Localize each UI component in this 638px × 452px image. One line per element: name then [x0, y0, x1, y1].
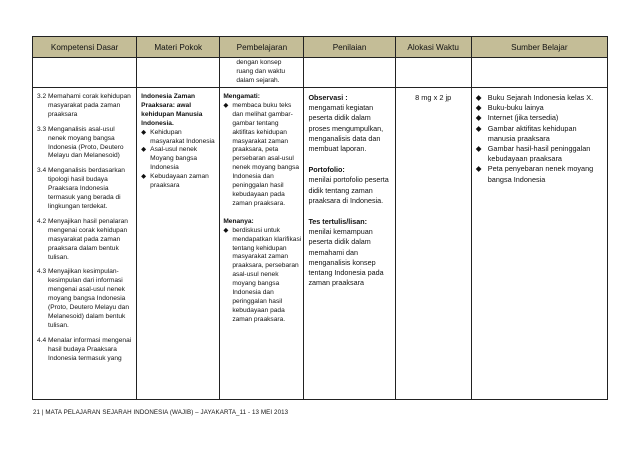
kompetensi-text: Menyajikan kesimpulan-kesimpulan dari informasi mengenai asal-usul nenek moyang bangsa Indonesia (Proto, Deutero Melayu dan Melanesoid) dalam bentuk tulisan.	[48, 268, 129, 329]
continuation-cell	[220, 58, 304, 88]
portofolio-text: menilai portofolio peserta didik tentang zaman praaksara di Indonesia.	[308, 175, 389, 205]
kompetensi-text: Menalar informasi mengenai hasil budaya Praaksara Indonesia termasuk yang	[48, 336, 132, 362]
continuation-line: dalam sejarah.	[236, 76, 280, 84]
sumber-item-text: Gambar hasil-hasil peninggalan kebudayaan praaksara	[487, 144, 591, 164]
sumber-item-text: Internet (jika tersedia)	[487, 113, 559, 123]
sumber-item	[476, 144, 605, 164]
kompetensi-text: Menganalisis berdasarkan tipologi hasil budaya Praaksara Indonesia termasuk yang berada di lingkungan terdekat.	[48, 167, 125, 210]
materi-list	[141, 129, 217, 191]
continuation-line: ruang dan waktu	[236, 67, 286, 75]
sumber-item	[476, 124, 605, 144]
cell-empty	[33, 58, 137, 88]
materi-item	[141, 173, 217, 191]
header-row	[33, 37, 608, 58]
kompetensi-number: 3.3	[37, 125, 47, 133]
header-materi-pokok: Materi Pokok	[137, 37, 220, 58]
observasi-text: mengamati kegiatan peserta didik dalam proses mengumpulkan, menganalisis data dan membuat laporan.	[308, 103, 384, 154]
bullet-icon: ◆	[223, 226, 229, 234]
bullet-icon: ◆	[475, 93, 482, 102]
syllabus-table	[32, 36, 608, 400]
kompetensi-item	[37, 337, 134, 364]
mengamati-item	[223, 102, 301, 209]
sumber-belajar-cell	[471, 88, 607, 400]
penilaian-cell	[304, 88, 395, 400]
sumber-item	[476, 113, 605, 123]
kompetensi-item	[37, 126, 134, 162]
content-row	[33, 88, 608, 400]
kompetensi-item	[37, 93, 134, 120]
bullet-icon: ◆	[223, 101, 229, 109]
materi-item-text: Kehidupan masyarakat Indonesia	[150, 128, 215, 145]
menanya-label: Menanya:	[223, 217, 254, 225]
kompetensi-number: 3.4	[37, 167, 47, 175]
menanya-list	[223, 227, 301, 325]
sumber-item-text: Buku-buku lainya	[487, 103, 544, 113]
sumber-item-text: Gambar aktifitas kehidupan manusia praaksara	[487, 123, 577, 143]
mengamati-list	[223, 102, 301, 209]
header-kompetensi-dasar: Kompetensi Dasar	[33, 37, 137, 58]
sumber-item-text: Buku Sejarah Indonesia kelas X.	[487, 93, 594, 102]
kompetensi-item	[37, 167, 134, 212]
continuation-row	[33, 58, 608, 88]
cell-empty	[137, 58, 220, 88]
bullet-icon: ◆	[475, 144, 482, 154]
header-alokasi-waktu: Alokasi Waktu	[395, 37, 471, 58]
kompetensi-text: Menganalisis asal-usul nenek moyang bangsa Indonesia (Proto, Deutero Melayu dan Melanesoid)	[48, 125, 124, 160]
bullet-icon: ◆	[475, 164, 482, 174]
kompetensi-number: 4.2	[37, 217, 47, 225]
materi-item	[141, 129, 217, 147]
kompetensi-text: Menyajikan hasil penalaran mengenai corak kehidupan masyarakat pada zaman praaksara dalam bentuk tulisan.	[48, 217, 128, 261]
bullet-icon: ◆	[475, 123, 482, 133]
continuation-line: dengan konsep	[236, 59, 282, 66]
materi-item-text: Kebudayaan zaman praaksara	[150, 173, 209, 190]
header-penilaian: Penilaian	[304, 37, 395, 58]
sumber-item	[476, 103, 605, 113]
materi-item-text: Asal-usul nenek Moyang bangsa Indonesia	[150, 146, 198, 172]
cell-empty	[304, 58, 395, 88]
mengamati-item-text: membaca buku teks dan melihat gambar-gambar tentang aktifitas kehidupan masyarakat zaman praaksara, peta persebaran asal-usul nenek moyang bangsa Indonesia dan peninggalan hasil kebudayaan pada zaman praaksara.	[232, 101, 300, 207]
alokasi-waktu-value: 8 mg x 2 jp	[415, 93, 452, 102]
pembelajaran-cell	[220, 88, 304, 400]
observasi-label: Observasi :	[308, 93, 348, 102]
portofolio-label: Portofolio:	[308, 165, 345, 175]
materi-title: Indonesia Zaman Praaksara: awal kehidupan Manusia Indonesia.	[141, 93, 203, 127]
menanya-item	[223, 227, 301, 325]
bullet-icon: ◆	[141, 128, 147, 136]
materi-pokok-cell	[137, 88, 220, 400]
sumber-item	[476, 164, 605, 184]
sumber-item-text: Peta penyebaran nenek moyang bangsa Indonesia	[487, 164, 594, 184]
sumber-item	[476, 93, 605, 103]
tes-label: Tes tertulis/lisan:	[308, 217, 368, 227]
sumber-list	[476, 93, 605, 185]
kompetensi-number: 3.2	[37, 93, 47, 100]
alokasi-waktu-cell	[395, 88, 471, 400]
bullet-icon: ◆	[141, 146, 147, 154]
kompetensi-dasar-list	[37, 93, 134, 363]
cell-empty	[395, 58, 471, 88]
tes-text: menilai kemampuan peserta didik dalam memahami dan menganalisis konsep tentang Indonesia pada zaman praaksara	[308, 227, 384, 288]
kompetensi-item	[37, 218, 134, 263]
bullet-icon: ◆	[475, 103, 482, 113]
menanya-item-text: berdiskusi untuk mendapatkan klarifikasi tentang kehidupan masyarakat zaman praaksara, persebaran asal-usul nenek moyang bangsa Indonesia dan peringgalan hasil kebudayaan pada zaman praaksara.	[232, 226, 302, 323]
kompetensi-text: Memahami corak kehidupan masyarakat pada zaman praaksara	[48, 93, 131, 118]
kompetensi-number: 4.4	[37, 336, 47, 344]
header-sumber-belajar: Sumber Belajar	[471, 37, 607, 58]
kompetensi-number: 4.3	[37, 268, 47, 276]
bullet-icon: ◆	[141, 173, 147, 181]
cell-empty	[471, 58, 607, 88]
page-footer: 21 | MATA PELAJARAN SEJARAH INDONESIA (WAJIB) – JAYAKARTA_11 - 13 MEI 2013	[33, 409, 289, 416]
header-pembelajaran: Pembelajaran	[220, 37, 304, 58]
mengamati-label: Mengamati:	[223, 93, 260, 100]
bullet-icon: ◆	[475, 113, 482, 123]
kompetensi-dasar-cell	[33, 88, 137, 400]
materi-item	[141, 146, 217, 173]
kompetensi-item	[37, 268, 134, 330]
